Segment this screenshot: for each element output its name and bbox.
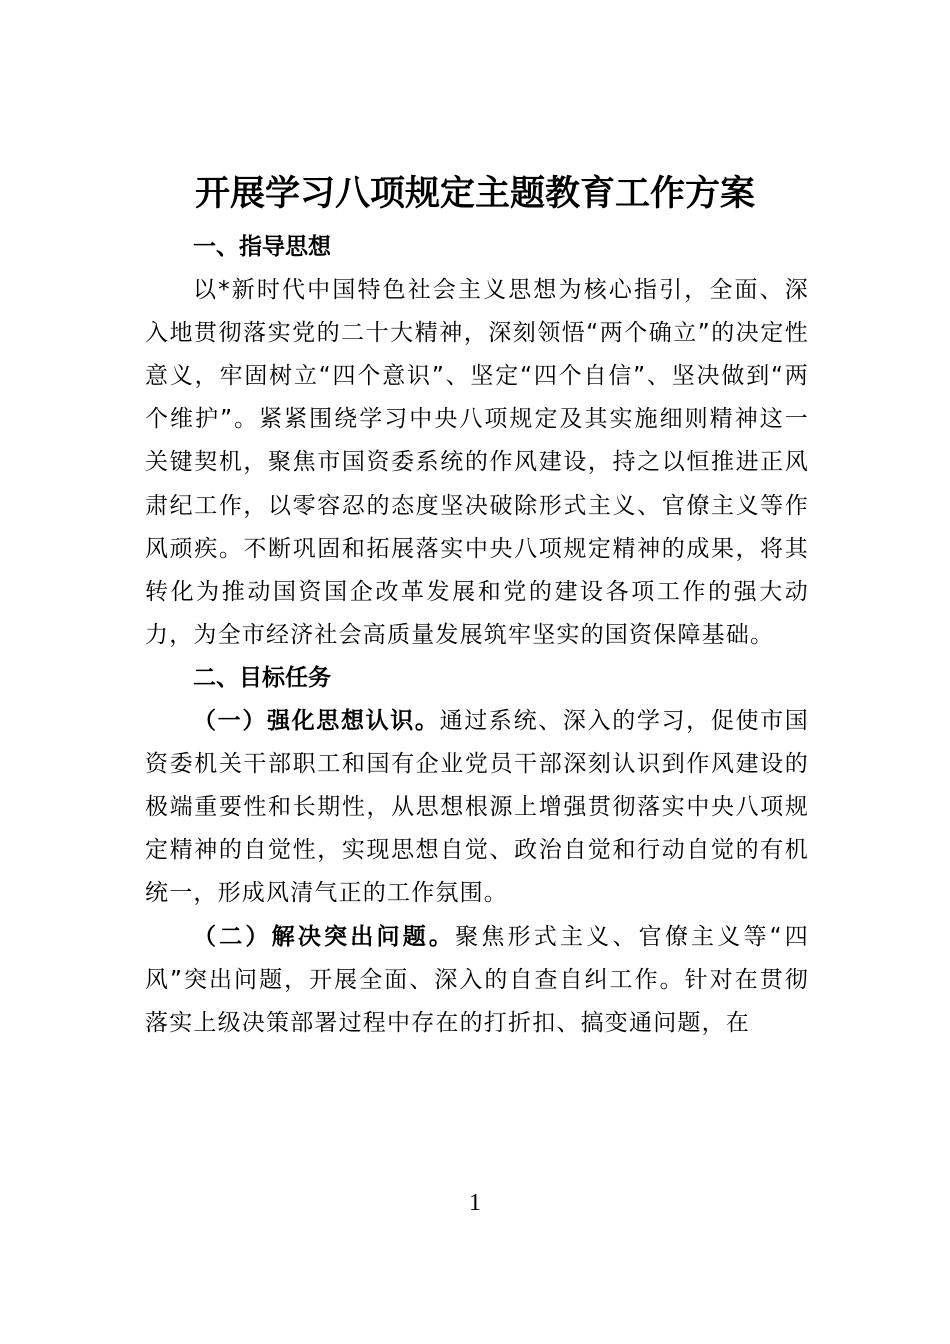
document-body [145, 226, 809, 1045]
page-number: 1 [469, 1190, 481, 1216]
item-label-1: （一）强化思想认识。 [193, 708, 440, 735]
section-heading-guiding-ideology: 一、指导思想 [193, 234, 331, 260]
document-title: 开展学习八项规定主题教育工作方案 [194, 173, 755, 214]
item-text-2: 聚焦形式主义、官僚主义等“四风”突出问题，开展全面、深入的自查自纠工作。针对在贯彻落实上级决策部署过程中存在的打折扣、搞变通问题，在 [145, 923, 809, 1036]
paragraph-item-2 [145, 916, 809, 1045]
item-label-2: （二）解决突出问题。 [193, 923, 456, 950]
paragraph-guiding-ideology: 以*新时代中国特色社会主义思想为核心指引，全面、深入地贯彻落实党的二十大精神，深刻领悟“两个确立”的决定性意义，牢固树立“四个意识”、坚定“四个自信”、坚决做到“两个维护”。紧紧围绕学习中央八项规定及其实施细则精神这一关键契机，聚焦市国资委系统的作风建设，持之以恒推进正风肃纪工作，以零容忍的态度坚决破除形式主义、官僚主义等作风顽疾。不断巩固和拓展落实中央八项规定精神的成果，将其转化为推动国资国企改革发展和党的建设各项工作的强大动力，为全市经济社会高质量发展筑牢坚实的国资保障基础。 [145, 277, 809, 648]
paragraph-item-1 [145, 700, 809, 915]
item-text-1: 通过系统、深入的学习，促使市国资委机关干部职工和国有企业党员干部深刻认识到作风建设的极端重要性和长期性，从思想根源上增强贯彻落实中央八项规定精神的自觉性，实现思想自觉、政治自觉和行动自觉的有机统一，形成风清气正的工作氛围。 [145, 708, 810, 907]
section-heading-goals-tasks: 二、目标任务 [193, 664, 331, 691]
